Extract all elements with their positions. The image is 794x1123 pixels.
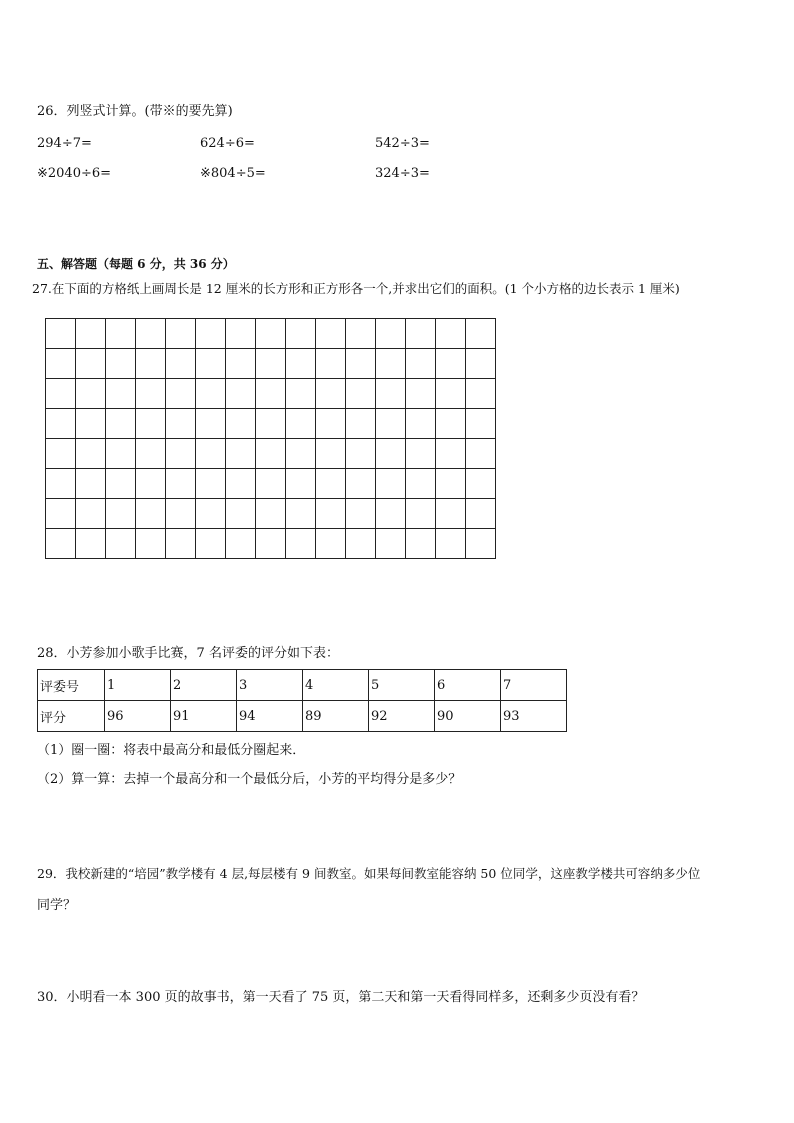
q27-square-grid bbox=[45, 318, 496, 559]
q26-problem: ※2040÷6= bbox=[37, 166, 112, 181]
score-cell: 92 bbox=[369, 701, 435, 732]
grid-cell bbox=[286, 469, 316, 499]
grid-cell bbox=[346, 379, 376, 409]
score-cell: 94 bbox=[237, 701, 303, 732]
grid-cell bbox=[406, 409, 436, 439]
grid-cell bbox=[436, 439, 466, 469]
judge-cell: 2 bbox=[171, 670, 237, 701]
grid-cell bbox=[376, 529, 406, 559]
score-row bbox=[38, 701, 567, 732]
grid-cell bbox=[256, 409, 286, 439]
judge-cell: 6 bbox=[435, 670, 501, 701]
grid-cell bbox=[406, 469, 436, 499]
grid-cell bbox=[256, 379, 286, 409]
grid-cell bbox=[376, 349, 406, 379]
grid-cell bbox=[166, 349, 196, 379]
grid-cell bbox=[136, 379, 166, 409]
grid-cell bbox=[466, 319, 496, 349]
grid-row bbox=[46, 379, 496, 409]
grid-cell bbox=[106, 469, 136, 499]
grid-cell bbox=[436, 499, 466, 529]
grid-cell bbox=[196, 319, 226, 349]
grid-cell bbox=[106, 349, 136, 379]
grid-cell bbox=[166, 439, 196, 469]
grid-cell bbox=[436, 319, 466, 349]
q30-text: 30．小明看一本 300 页的故事书，第一天看了 75 页，第二天和第一天看得同样多，还剩多少页没有看？ bbox=[37, 990, 645, 1005]
grid-cell bbox=[256, 499, 286, 529]
q26-problem: 294÷7= bbox=[37, 136, 92, 151]
grid-cell bbox=[466, 379, 496, 409]
grid-cell bbox=[286, 499, 316, 529]
grid-cell bbox=[316, 319, 346, 349]
grid-cell bbox=[376, 379, 406, 409]
grid-cell bbox=[466, 469, 496, 499]
judge-cell: 7 bbox=[501, 670, 567, 701]
grid-cell bbox=[226, 319, 256, 349]
grid-cell bbox=[46, 319, 76, 349]
grid-cell bbox=[406, 349, 436, 379]
grid-cell bbox=[166, 499, 196, 529]
grid-cell bbox=[166, 409, 196, 439]
grid-cell bbox=[76, 319, 106, 349]
grid-cell bbox=[376, 469, 406, 499]
grid-cell bbox=[346, 349, 376, 379]
grid-cell bbox=[346, 439, 376, 469]
grid-cell bbox=[166, 319, 196, 349]
grid-cell bbox=[316, 409, 346, 439]
grid-cell bbox=[346, 529, 376, 559]
judge-cell: 1 bbox=[105, 670, 171, 701]
grid-cell bbox=[226, 469, 256, 499]
grid-cell bbox=[106, 409, 136, 439]
grid-cell bbox=[436, 409, 466, 439]
row-label-judge: 评委号 bbox=[38, 670, 105, 701]
grid-cell bbox=[346, 319, 376, 349]
grid-cell bbox=[46, 499, 76, 529]
grid-cell bbox=[196, 439, 226, 469]
q26-title: 26．列竖式计算。(带※的要先算) bbox=[37, 104, 233, 119]
score-cell: 90 bbox=[435, 701, 501, 732]
grid-cell bbox=[406, 379, 436, 409]
grid-cell bbox=[376, 409, 406, 439]
q28-text: 28．小芳参加小歌手比赛，7 名评委的评分如下表： bbox=[37, 646, 339, 661]
q28-sub-question-2: （2）算一算：去掉一个最高分和一个最低分后，小芳的平均得分是多少？ bbox=[37, 772, 462, 787]
score-cell: 89 bbox=[303, 701, 369, 732]
grid-cell bbox=[346, 469, 376, 499]
grid-cell bbox=[166, 379, 196, 409]
grid-cell bbox=[436, 349, 466, 379]
grid-cell bbox=[286, 379, 316, 409]
grid-cell bbox=[136, 349, 166, 379]
score-cell: 93 bbox=[501, 701, 567, 732]
grid-cell bbox=[466, 529, 496, 559]
grid-row bbox=[46, 349, 496, 379]
grid-cell bbox=[346, 499, 376, 529]
judge-cell: 4 bbox=[303, 670, 369, 701]
q26-problem: ※804÷5= bbox=[200, 166, 266, 181]
judge-cell: 3 bbox=[237, 670, 303, 701]
q26-problem: 624÷6= bbox=[200, 136, 255, 151]
grid-cell bbox=[106, 499, 136, 529]
grid-cell bbox=[226, 499, 256, 529]
q28-score-table bbox=[37, 669, 567, 732]
grid-cell bbox=[106, 529, 136, 559]
grid-cell bbox=[466, 439, 496, 469]
grid-cell bbox=[136, 319, 166, 349]
grid-cell bbox=[196, 349, 226, 379]
grid-cell bbox=[136, 409, 166, 439]
grid-cell bbox=[46, 379, 76, 409]
grid-cell bbox=[106, 319, 136, 349]
grid-cell bbox=[406, 529, 436, 559]
grid-cell bbox=[466, 349, 496, 379]
grid-cell bbox=[286, 409, 316, 439]
q28-sub-question-1: （1）圈一圈：将表中最高分和最低分圈起来． bbox=[37, 743, 306, 758]
grid-cell bbox=[316, 469, 346, 499]
grid-cell bbox=[316, 379, 346, 409]
grid-cell bbox=[196, 379, 226, 409]
grid-cell bbox=[376, 499, 406, 529]
section-5-title: 五、解答题（每题 6 分，共 36 分） bbox=[37, 257, 235, 271]
grid-cell bbox=[406, 439, 436, 469]
grid-cell bbox=[46, 409, 76, 439]
grid-cell bbox=[46, 439, 76, 469]
q26-problem: 542÷3= bbox=[375, 136, 430, 151]
grid-row bbox=[46, 439, 496, 469]
grid-cell bbox=[46, 529, 76, 559]
grid-row bbox=[46, 319, 496, 349]
grid-row bbox=[46, 409, 496, 439]
grid-cell bbox=[286, 529, 316, 559]
grid-cell bbox=[136, 529, 166, 559]
grid-cell bbox=[316, 529, 346, 559]
grid-cell bbox=[136, 499, 166, 529]
grid-cell bbox=[46, 469, 76, 499]
grid-cell bbox=[286, 349, 316, 379]
grid-cell bbox=[136, 439, 166, 469]
grid-cell bbox=[166, 529, 196, 559]
score-cell: 91 bbox=[171, 701, 237, 732]
grid-cell bbox=[316, 499, 346, 529]
q27-text: 27.在下面的方格纸上画周长是 12 厘米的长方形和正方形各一个,并求出它们的面积。(1 个小方格的边长表示 1 厘米) bbox=[32, 281, 680, 296]
grid-cell bbox=[316, 349, 346, 379]
grid-cell bbox=[76, 349, 106, 379]
grid-cell bbox=[316, 439, 346, 469]
grid-cell bbox=[226, 409, 256, 439]
q29-text-line-2: 同学？ bbox=[37, 898, 77, 913]
grid-cell bbox=[436, 529, 466, 559]
grid-row bbox=[46, 499, 496, 529]
grid-cell bbox=[196, 529, 226, 559]
grid-cell bbox=[46, 349, 76, 379]
grid-row bbox=[46, 469, 496, 499]
grid-row bbox=[46, 529, 496, 559]
grid-cell bbox=[76, 499, 106, 529]
grid-cell bbox=[346, 409, 376, 439]
grid-cell bbox=[196, 469, 226, 499]
grid-cell bbox=[226, 529, 256, 559]
grid-cell bbox=[256, 319, 286, 349]
grid-cell bbox=[226, 439, 256, 469]
grid-cell bbox=[436, 469, 466, 499]
grid-cell bbox=[136, 469, 166, 499]
grid-cell bbox=[286, 319, 316, 349]
grid-cell bbox=[256, 439, 286, 469]
grid-cell bbox=[76, 529, 106, 559]
grid-cell bbox=[286, 439, 316, 469]
grid-cell bbox=[226, 379, 256, 409]
grid-cell bbox=[196, 409, 226, 439]
grid-cell bbox=[196, 499, 226, 529]
q26-problem: 324÷3= bbox=[375, 166, 430, 181]
judge-number-row bbox=[38, 670, 567, 701]
grid-cell bbox=[406, 319, 436, 349]
grid-cell bbox=[466, 499, 496, 529]
grid-cell bbox=[226, 349, 256, 379]
grid-cell bbox=[76, 409, 106, 439]
grid-cell bbox=[76, 469, 106, 499]
grid-cell bbox=[106, 439, 136, 469]
judge-cell: 5 bbox=[369, 670, 435, 701]
grid-cell bbox=[76, 439, 106, 469]
grid-cell bbox=[406, 499, 436, 529]
grid-cell bbox=[256, 469, 286, 499]
grid-cell bbox=[376, 439, 406, 469]
grid-cell bbox=[466, 409, 496, 439]
grid-cell bbox=[166, 469, 196, 499]
grid-cell bbox=[106, 379, 136, 409]
grid-cell bbox=[76, 379, 106, 409]
grid-cell bbox=[376, 319, 406, 349]
grid-cell bbox=[256, 349, 286, 379]
grid-cell bbox=[256, 529, 286, 559]
q29-text-line-1: 29．我校新建的“培园”教学楼有 4 层,每层楼有 9 间教室。如果每间教室能容纳 50 位同学，这座教学楼共可容纳多少位 bbox=[37, 866, 701, 881]
row-label-score: 评分 bbox=[38, 701, 105, 732]
grid-cell bbox=[436, 379, 466, 409]
score-cell: 96 bbox=[105, 701, 171, 732]
